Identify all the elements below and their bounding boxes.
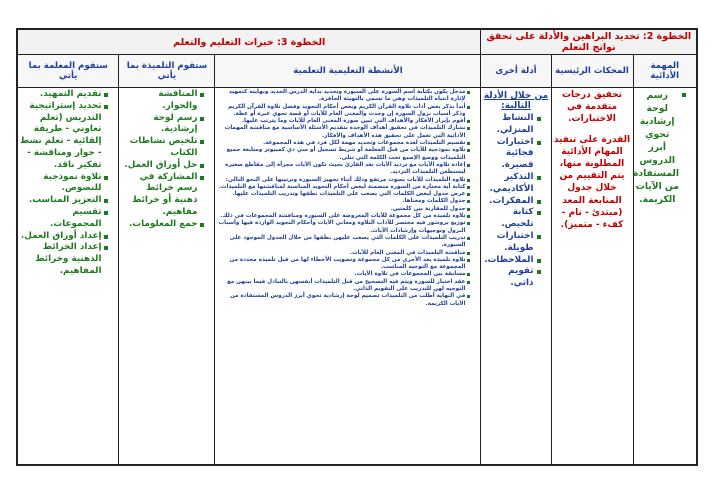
list-item: تلاوة تلميذة من كل مجموعة للآيات المعروضة على السبورة ومناقشة المجموعات في ذلك. — [217, 213, 470, 220]
lesson-plan-table — [16, 28, 698, 466]
student-list — [121, 89, 212, 231]
list-item: تقسيم التلميذات لعدة مجموعات وتحديد مهمة لكل فرد في هذه المجموعة. — [217, 140, 470, 147]
criteria-cell — [551, 88, 633, 466]
teacher-cell — [17, 88, 119, 466]
list-item: رسم لوحة إرشادية. — [121, 113, 204, 137]
teacher-list — [20, 89, 117, 278]
header-row — [17, 55, 697, 88]
criteria-p3: (مبتدئ - نام - كفء - متميز). — [560, 207, 624, 231]
list-item: اختبارات طويلة. — [483, 231, 540, 255]
list-item: الملاحظات. — [483, 255, 540, 267]
list-item: إعادة تلاوة الآيات مع ترديد الآيات بعد القارئ بحيث تكون الآيات مجزأة إلى مقاطع صغيرة ليستطعن التلميذات الترديد. — [217, 162, 470, 177]
list-item: تلاوة نموذجية للنصوص. — [20, 172, 109, 196]
list-item: كتابة تلخيص. — [483, 207, 540, 231]
list-item: التذكير الأكاديمي. — [483, 172, 540, 196]
list-item: مدخل يكون بكتابة اسم السورة على السبورة وتحديد بداية الدرس الجديد ونهايته كتمهيد لإثارة انتباه التلميذات وهي ما تسمى بالتهيئة الحافزة. — [217, 89, 470, 104]
task-text: رسم لوحة إرشادية تحوي أبرز الدروس المستفادة من الآيات الكريمة. — [636, 89, 687, 206]
body-row — [17, 88, 697, 466]
evidence-cell — [481, 88, 551, 466]
list-item: المشاركة في رسم خرائط ذهنية أو خرائط مفاهيم. — [121, 172, 204, 219]
header-task: المهمة الأدائية — [633, 55, 697, 88]
list-item: عقد اختبار للسورة ويتم فيه التصحيح من قبل التلميذات أنفسهن بالتبادل فيما بينهن مع التوجيه لهن للتدريب على التقويم الذاتي. — [217, 279, 470, 294]
list-item: كتابة آية مختارة من السورة متضمنة لبعض أحكام التجويد المناسبة لمناقشتها مع التلميذات. — [217, 184, 470, 191]
criteria-p1: تحقيق درجات متقدمة في الاختبارات. — [562, 90, 622, 125]
step-row — [17, 29, 697, 55]
list-item: مسابقة بين المجموعات في تلاوة الآيات. — [217, 271, 470, 278]
list-item: المفكرات. — [483, 196, 540, 208]
list-item: جدول للمقارنة بين كلمتين. — [217, 206, 470, 213]
list-item: تقسيم المجموعات. — [20, 207, 109, 231]
list-item: توزيع بروشور فيه مختصر للآداب التلاوة ومعاني الآيات وأحكام التجويد الواردة فيها وأسباب النزول وتوجيهات وإرشادات الآيات. — [217, 220, 470, 235]
task-cell — [633, 88, 697, 466]
list-item: تلاوة تلميذة بعد الأخرى من كل مجموعة وتصويب الأخطاء لها من قبل تلميذة محددة من المجموعة مع التوجيه المناسب. — [217, 257, 470, 272]
list-item: تلاوة نموذجية للآيات من قبل المعلمة أو شريط تسجيل أو سي دي كمبيوتر ومتابعة جميع التلميذات ووضع الإصبع تحت الكلمة التي تتلى. — [217, 147, 470, 162]
evidence-list — [483, 113, 548, 290]
list-item: تدريب التلميذات على الكلمات التي يصعب عليهن نطقها من خلال الجدول الموجود على السبورة. — [217, 235, 470, 250]
list-item: تلخيص نشاطات الكتاب — [121, 136, 204, 160]
header-teacher: ستقوم المعلمة بما يأتي — [17, 55, 119, 88]
list-item: إعداد أوراق العمل. — [20, 231, 109, 243]
list-item: تقويم ذاتي. — [483, 266, 540, 290]
activities-cell — [215, 88, 481, 466]
header-activities: الأنشطة التعليمية التعلمية — [215, 55, 481, 88]
list-item: أبدأ بذكر بعض آداب تلاوة القرآن الكريم وبعض أحكام التجويد وفضل تلاوة القرآن الكريم وذكر أسباب نزول السورة إن وجدت والمعنى العام للآيات أو قصة تحوي عبرة أو عظة. — [217, 104, 470, 119]
list-item: النشاط المنزلي. — [483, 113, 540, 137]
list-item: تحديد إستراتيجية التدريس (تعلم تعاوني - طريقة إلقائية - تعلم نشط - حوار ومناقشة - تفكير ناقد. — [20, 101, 109, 172]
list-item: نشارك التلميذات في تحقيق أهداف الوحدة بتقديم الأسئلة الأساسية مع مناقشة المهمات الأدائية التي تعمل على تحقيق هذه الأهداف والأفكار. — [217, 125, 470, 140]
list-item: أقوم بإبراز الأفكار والأهداف التي تبين صورة المعنى العام للآيات وما يترتب عليها. — [217, 118, 470, 125]
list-item: التعزيز المناسب. — [20, 195, 109, 207]
list-item: جدول الكلمات ومعناها. — [217, 198, 470, 205]
header-criteria: المحكات الرئيسية — [551, 55, 633, 88]
student-cell — [119, 88, 215, 466]
list-item: تقديم التمهيد. — [20, 89, 109, 101]
list-item: المناقشة والحوار. — [121, 89, 204, 113]
criteria-p2: القدرة على تنفيذ المهام الأدائية المطلوبة منها، يتم التقييم من خلال جدول المتابعة المعد — [553, 134, 631, 206]
header-evidence: أدلة أخرى — [481, 55, 551, 88]
list-item: مناقشة التلميذات في المعنى العام للآيات. — [217, 250, 470, 257]
header-student: ستقوم التلميذة بما يأتي — [119, 55, 215, 88]
list-item: تلاوة التلميذات للآيات بصوت مرتفع وذلك أثناء تجهيز السبورة وترتيبها على النحو التالي: — [217, 177, 470, 184]
list-item: عرض جدول لبعض الكلمات التي يصعب على التلميذات نطقها وتدريب التلميذات عليها. — [217, 191, 470, 198]
list-item: حل أوراق العمل. — [121, 160, 204, 172]
list-item: في النهاية أطلب من التلميذات تصميم لوحة إرشادية تحوي أبرز الدروس المستفادة من الآيات الكريمة. — [217, 293, 470, 308]
step-2-title: الخطوة 2: تحديد البراهين والأدلة على تحقق نواتج التعلم — [481, 29, 697, 55]
evidence-title: من خلال الأدلة التالية: — [483, 91, 549, 111]
lesson-plan-table-frame — [18, 28, 698, 462]
list-item: إعداد الخرائط الذهنية وخرائط المفاهيم. — [20, 242, 109, 277]
step-3-title: الخطوة 3: خبرات التعليم والتعلم — [17, 29, 481, 55]
activities-list — [217, 89, 478, 308]
list-item: جمع المعلومات. — [121, 219, 204, 231]
list-item: اختبارات فجائية قصيرة. — [483, 137, 540, 172]
